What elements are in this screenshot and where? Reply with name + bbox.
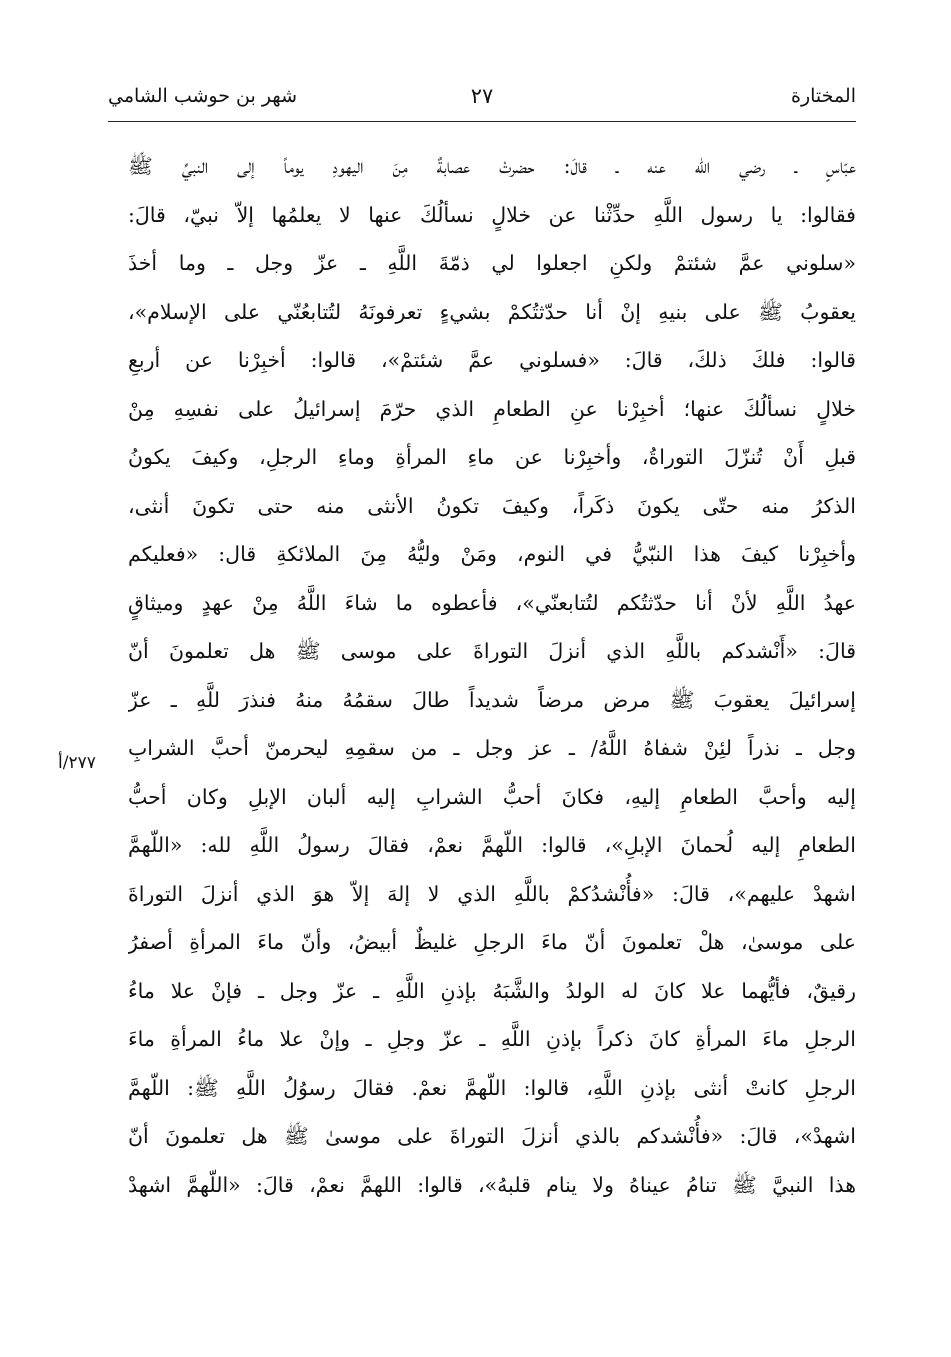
text-line: قبلِ أَنْ تُنزّلَ التوراةُ، وأخبِرْنا عن ماءِ المرأةِ وماءِ الرجلِ، وكيفَ يكونُ xyxy=(128,445,856,469)
section-title: شهر بن حوشب الشامي xyxy=(108,85,297,107)
text-line: «سلوني عمَّ شئتمْ ولكنِ اجعلوا لي ذمّةَ اللَّهِ ـ عزّ وجل ـ وما أخذَ xyxy=(128,251,856,275)
text-line: قالَ: «أَنْشدكم باللَّهِ الذي أنزلَ التوراةَ على موسى ﷺ هل تعلمونَ أنّ xyxy=(128,639,856,663)
text-line: فقالوا: يا رسول اللَّهِ حدِّثْنا عن خلالٍ نسألُكَ عنها لا يعلمُها إلاّ نبيّ، قالَ: xyxy=(128,202,856,227)
text-line: عهدُ اللَّهِ لأنْ أنا حدّثتُكم لتُتابعنّي»، فأعطوه ما شاءَ اللَّهُ مِنْ عهدٍ وميثاقٍ xyxy=(128,590,856,615)
text-line: رقيقٌ، فأيُّهما علا كانَ له الولدُ والشَّبَهُ بإذنِ اللَّهِ ـ عزّ وجل ـ فإنْ علا ماءُ xyxy=(128,978,856,1003)
text-line: الذكرُ منه حتّى يكونَ ذكَراً، وكيفَ تكونُ الأنثى منه حتى تكونَ أنثى، xyxy=(128,493,856,518)
page-number: ٢٧ xyxy=(470,84,494,108)
text-line: خلالٍ نسألُكَ عنها؛ أخبِرْنا عنِ الطعامِ الذي حرّمَ إسرائيلُ على نفسِهِ مِنْ xyxy=(128,396,856,421)
manuscript-folio-note: ٢٧٧/أ xyxy=(58,753,96,773)
header-divider xyxy=(108,121,856,122)
running-header xyxy=(108,82,856,118)
text-line: إسرائيلَ يعقوبَ ﷺ مرض مرضاً شديداً طالَ سقمُهُ منهُ فنذرَ للَّهِ ـ عزّ xyxy=(128,687,856,712)
text-line: الرجلِ كانتْ أنثى بإذنِ اللَّهِ، قالوا: اللّهمَّ نعمْ. فقالَ رسوُلُ اللَّهِ ﷺ: اللّهمَّ xyxy=(128,1075,856,1100)
text-line: يعقوبُ ﷺ على بنيهِ إنْ أنا حدّثتُكمْ بشيءٍ تعرفونَهُ لتُتابعُنّي على الإسلام»، xyxy=(128,299,856,324)
text-line: هذا النبيَّ ﷺ تنامُ عيناهُ ولا ينام قلبهُ»، قالوا: اللهمَّ نعمْ، قالَ: «اللّهمَّ اشهدْ xyxy=(128,1172,856,1197)
text-line: قالوا: فلكَ ذلكَ، قالَ: «فسلوني عمَّ شئتمْ»، قالوا: أخبِرْنا عن أربعِ xyxy=(128,348,856,372)
text-line: الرجلِ ماءَ المرأةِ كانَ ذكراً بإذنِ اللَّهِ ـ عزّ وجلِ ـ وإنْ علا ماءُ المرأةِ ماءَ xyxy=(128,1027,856,1051)
text-line: اشهدْ»، قالَ: «فأُنْشدكم بالذي أنزلَ التوراةَ على موسىٰ ﷺ هل تعلمونَ أنّ xyxy=(128,1124,856,1148)
text-line: وأخبِرْنا كيفَ هذا النبّيُّ في النوم، ومَنْ وليُّهُ مِنَ الملائكةِ قال: «فعليكم xyxy=(128,542,856,566)
text-line: إليه وأحبَّ الطعامِ إليهِ، فكانَ أحبُّ الشرابِ إليه ألبان الإبلِ وكان أحبُّ xyxy=(128,784,856,809)
text-line: الطعامِ إليه لُحمانَ الإبلِ»، قالوا: اللّهمَّ نعمْ، فقالَ رسولُ اللَّهِ لله: «اللّهمَّ xyxy=(128,833,856,857)
book-title: المختارة xyxy=(791,85,856,107)
text-line: وجل ـ نذراً لئِنْ شفاهُ اللَّهُ/ ـ عز وجل ـ من سقمِهِ ليحرمنّ أحبَّ الشرابِ xyxy=(128,736,856,760)
text-line: على موسىٰ، هلْ تعلمونَ أنّ ماءَ الرجلِ غليظٌ أبيضُ، وأنّ ماءَ المرأةِ أصفرُ xyxy=(128,930,856,954)
body-text xyxy=(128,142,856,1209)
text-line: اشهدْ عليهم»، قالَ: «فأُنْشدُكمْ باللَّهِ الذي لا إلهَ إلاّ هوَ الذي أنزلَ التوراةَ xyxy=(128,881,856,906)
text-line: عبّاسٍ ـ رضي الله عنه ـ قالَ: حضرتْ عصابةٌ مِنَ اليهودِ يوماً إلى النبيِّ ﷺ xyxy=(128,154,856,178)
